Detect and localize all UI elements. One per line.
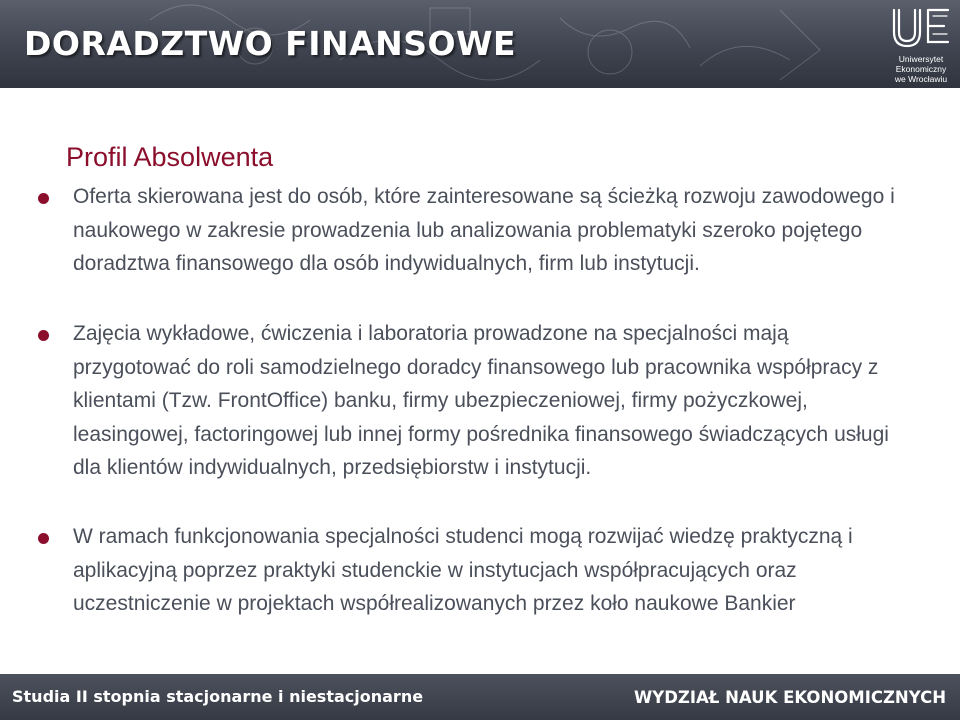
header-bar — [0, 0, 960, 88]
bullet-text: Zajęcia wykładowe, ćwiczenia i laboratoria prowadzone na specjalności mają przygotować do roli samodzielnego doradcy finansowego lub pracownika współpracy z klientami (Tzw. FrontOffice) banku, firmy ubezpieczeniowej, firmy pożyczkowej, leasingowej, factoringowej lub innej formy pośrednika finansowego świadczących usługi dla klientów indywidualnych, przedsiębiorstw i instytucji. — [73, 322, 889, 479]
page-title: DORADZTWO FINANSOWE — [24, 24, 517, 63]
university-logo — [888, 6, 954, 82]
logo-line: Ekonomiczny — [895, 64, 947, 74]
logo-line: we Wrocławiu — [894, 74, 948, 84]
logo-text — [888, 54, 954, 84]
bullet-dot-icon — [38, 330, 49, 341]
bullet-text: W ramach funkcjonowania specjalności studenci mogą rozwijać wiedzę praktyczną i aplikacyjną poprzez praktyki studenckie w instytucjach współpracujących oraz uczestniczenie w projektach współrealizowanych przez koło naukowe Bankier — [73, 525, 853, 615]
footer-faculty: WYDZIAŁ NAUK EKONOMICZNYCH — [634, 688, 946, 707]
bullet-dot-icon — [38, 533, 49, 544]
footer-study-info: Studia II stopnia stacjonarne i niestacjonarne — [12, 687, 424, 706]
footer-bar — [0, 674, 960, 720]
logo-line: Uniwersytet — [898, 54, 944, 64]
ue-logo-icon — [888, 6, 954, 52]
bullet-dot-icon — [38, 193, 49, 204]
section-subtitle: Profil Absolwenta — [66, 142, 274, 172]
bullet-text: Oferta skierowana jest do osób, które zainteresowane są ścieżką rozwoju zawodowego i naukowego w zakresie prowadzenia lub analizowania problematyki szeroko pojętego doradztwa finansowego dla osób indywidualnych, firm lub instytucji. — [73, 185, 895, 275]
